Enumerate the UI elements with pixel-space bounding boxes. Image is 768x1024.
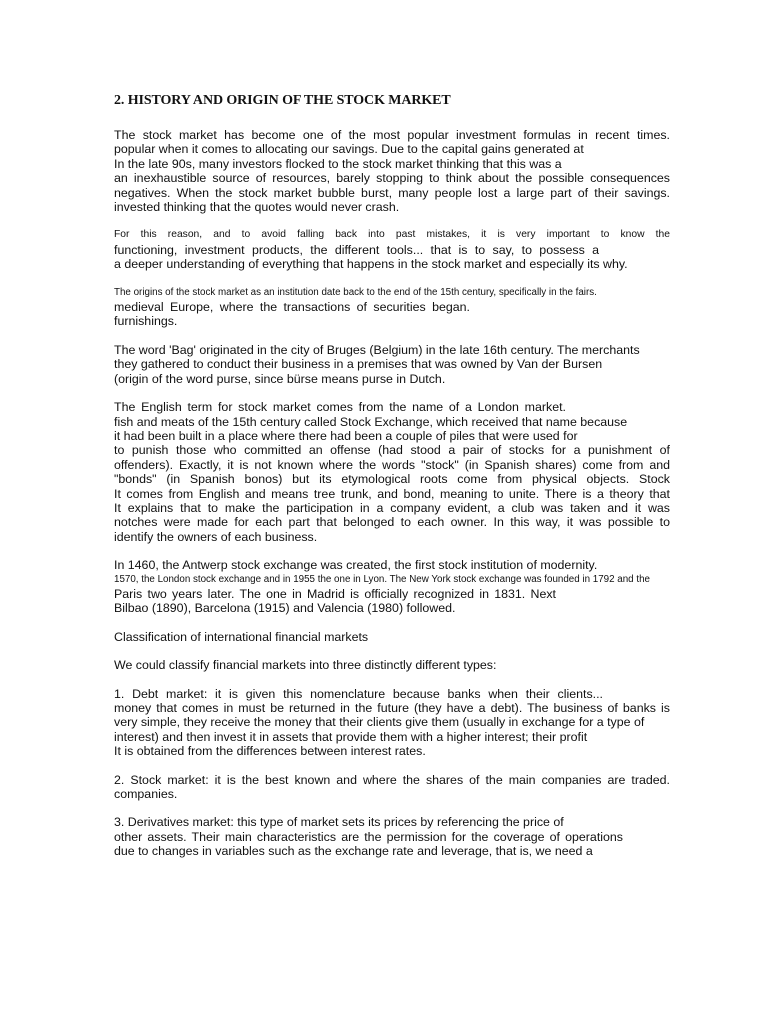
- text-line: 3. Derivatives market: this type of market sets its prices by referencing the price of: [114, 815, 564, 830]
- paragraph-classification-intro: [114, 658, 670, 672]
- paragraph-classification-title: [114, 630, 670, 644]
- text-line: an inexhaustible source of resources, barely stopping to think about the possible consequences: [114, 171, 670, 186]
- text-line: 1. Debt market: it is given this nomenclature because banks when their clients...: [114, 686, 603, 701]
- text-line: popular when it comes to allocating our savings. Due to the capital gains generated at: [114, 142, 584, 157]
- text-line: 2. Stock market: it is the best known and where the shares of the main companies are traded.: [114, 772, 670, 787]
- text-line: to punish those who committed an offense (had stood a pair of stocks for a punishment of: [114, 443, 670, 458]
- text-line: fish and meats of the 15th century called Stock Exchange, which received that name because: [114, 414, 628, 429]
- text-line: In 1460, the Antwerp stock exchange was created, the first stock institution of modernity.: [114, 558, 598, 573]
- text-line: Bilbao (1890), Barcelona (1915) and Valencia (1980) followed.: [114, 601, 456, 616]
- text-line: It explains that to make the participation in a company evident, a club was taken and it was: [114, 500, 670, 515]
- text-line: money that comes in must be returned in the future (they have a debt). The business of banks is: [114, 701, 670, 715]
- paragraph-word-bag: [114, 343, 670, 386]
- text-line: identify the owners of each business.: [114, 529, 318, 544]
- text-line: due to changes in variables such as the exchange rate and leverage, that is, we need a: [114, 844, 593, 859]
- text-line: 1570, the London stock exchange and in 1955 the one in Lyon. The New York stock exchange was founded in 1792 and the: [114, 573, 650, 585]
- text-line: The English term for stock market comes from the name of a London market.: [114, 400, 566, 415]
- text-line: For this reason, and to avoid falling back into past mistakes, it is very important to know the: [114, 229, 670, 241]
- text-line: The origins of the stock market as an institution date back to the end of the 15th century, specifically in the fairs.: [114, 286, 597, 298]
- text-line: The word 'Bag' originated in the city of Bruges (Belgium) in the late 16th century. The merchants: [114, 342, 640, 357]
- paragraph-exchanges-history: [114, 558, 670, 616]
- text-line: It comes from English and means tree trunk, and bond, meaning to unite. There is a theory that: [114, 486, 670, 501]
- text-line: other assets. Their main characteristics are the permission for the coverage of operations: [114, 829, 623, 844]
- text-line: very simple, they receive the money that their clients give them (usually in exchange for a type of: [114, 715, 645, 730]
- text-line: functioning, investment products, the different tools... that is to say, to possess a: [114, 242, 599, 257]
- text-line: furnishings.: [114, 314, 178, 329]
- paragraph-origins: [114, 286, 670, 329]
- text-line: invested thinking that the quotes would never crash.: [114, 200, 400, 215]
- section-heading: 2. HISTORY AND ORIGIN OF THE STOCK MARKET: [114, 93, 451, 108]
- text-line: they gathered to conduct their business in a premises that was owned by Van der Bursen: [114, 357, 603, 372]
- text-line: notches were made for each part that belonged to each owner. In this way, it was possible to: [114, 515, 670, 530]
- text-line: medieval Europe, where the transactions of securities began.: [114, 300, 470, 315]
- document-page: [114, 92, 670, 873]
- text-line: negatives. When the stock market bubble burst, many people lost a large part of their savings.: [114, 185, 670, 200]
- text-line: The stock market has become one of the most popular investment formulas in recent times.: [114, 128, 670, 142]
- text-line: interest) and then invest it in assets that provide them with a higher interest; their profit: [114, 729, 588, 744]
- text-line: offenders). Exactly, it is not known where the words "stock" (in Spanish shares) come from and: [114, 457, 670, 472]
- paragraph-understanding: [114, 228, 670, 271]
- paragraph-english-term: [114, 400, 670, 544]
- text-line: In the late 90s, many investors flocked to the stock market thinking that this was a: [114, 156, 562, 171]
- text-line: (origin of the word purse, since bürse means purse in Dutch.: [114, 371, 446, 386]
- text-line: companies.: [114, 787, 178, 802]
- text-line: Classification of international financial markets: [114, 629, 369, 644]
- paragraph-stock-market-popularity: [114, 128, 670, 214]
- text-line: We could classify financial markets into three distinctly different types:: [114, 658, 497, 673]
- text-line: "bonds" (in Spanish bonos) but its etymological roots come from physical objects. Stock: [114, 472, 670, 487]
- text-line: it had been built in a place where there had been a couple of piles that were used for: [114, 428, 578, 443]
- paragraph-derivatives-market: [114, 815, 670, 858]
- text-line: a deeper understanding of everything that happens in the stock market and especially its why.: [114, 257, 628, 272]
- text-line: It is obtained from the differences between interest rates.: [114, 744, 426, 759]
- paragraph-stock-market-type: [114, 773, 670, 802]
- text-line: Paris two years later. The one in Madrid is officially recognized in 1831. Next: [114, 586, 556, 601]
- paragraph-debt-market: [114, 687, 670, 759]
